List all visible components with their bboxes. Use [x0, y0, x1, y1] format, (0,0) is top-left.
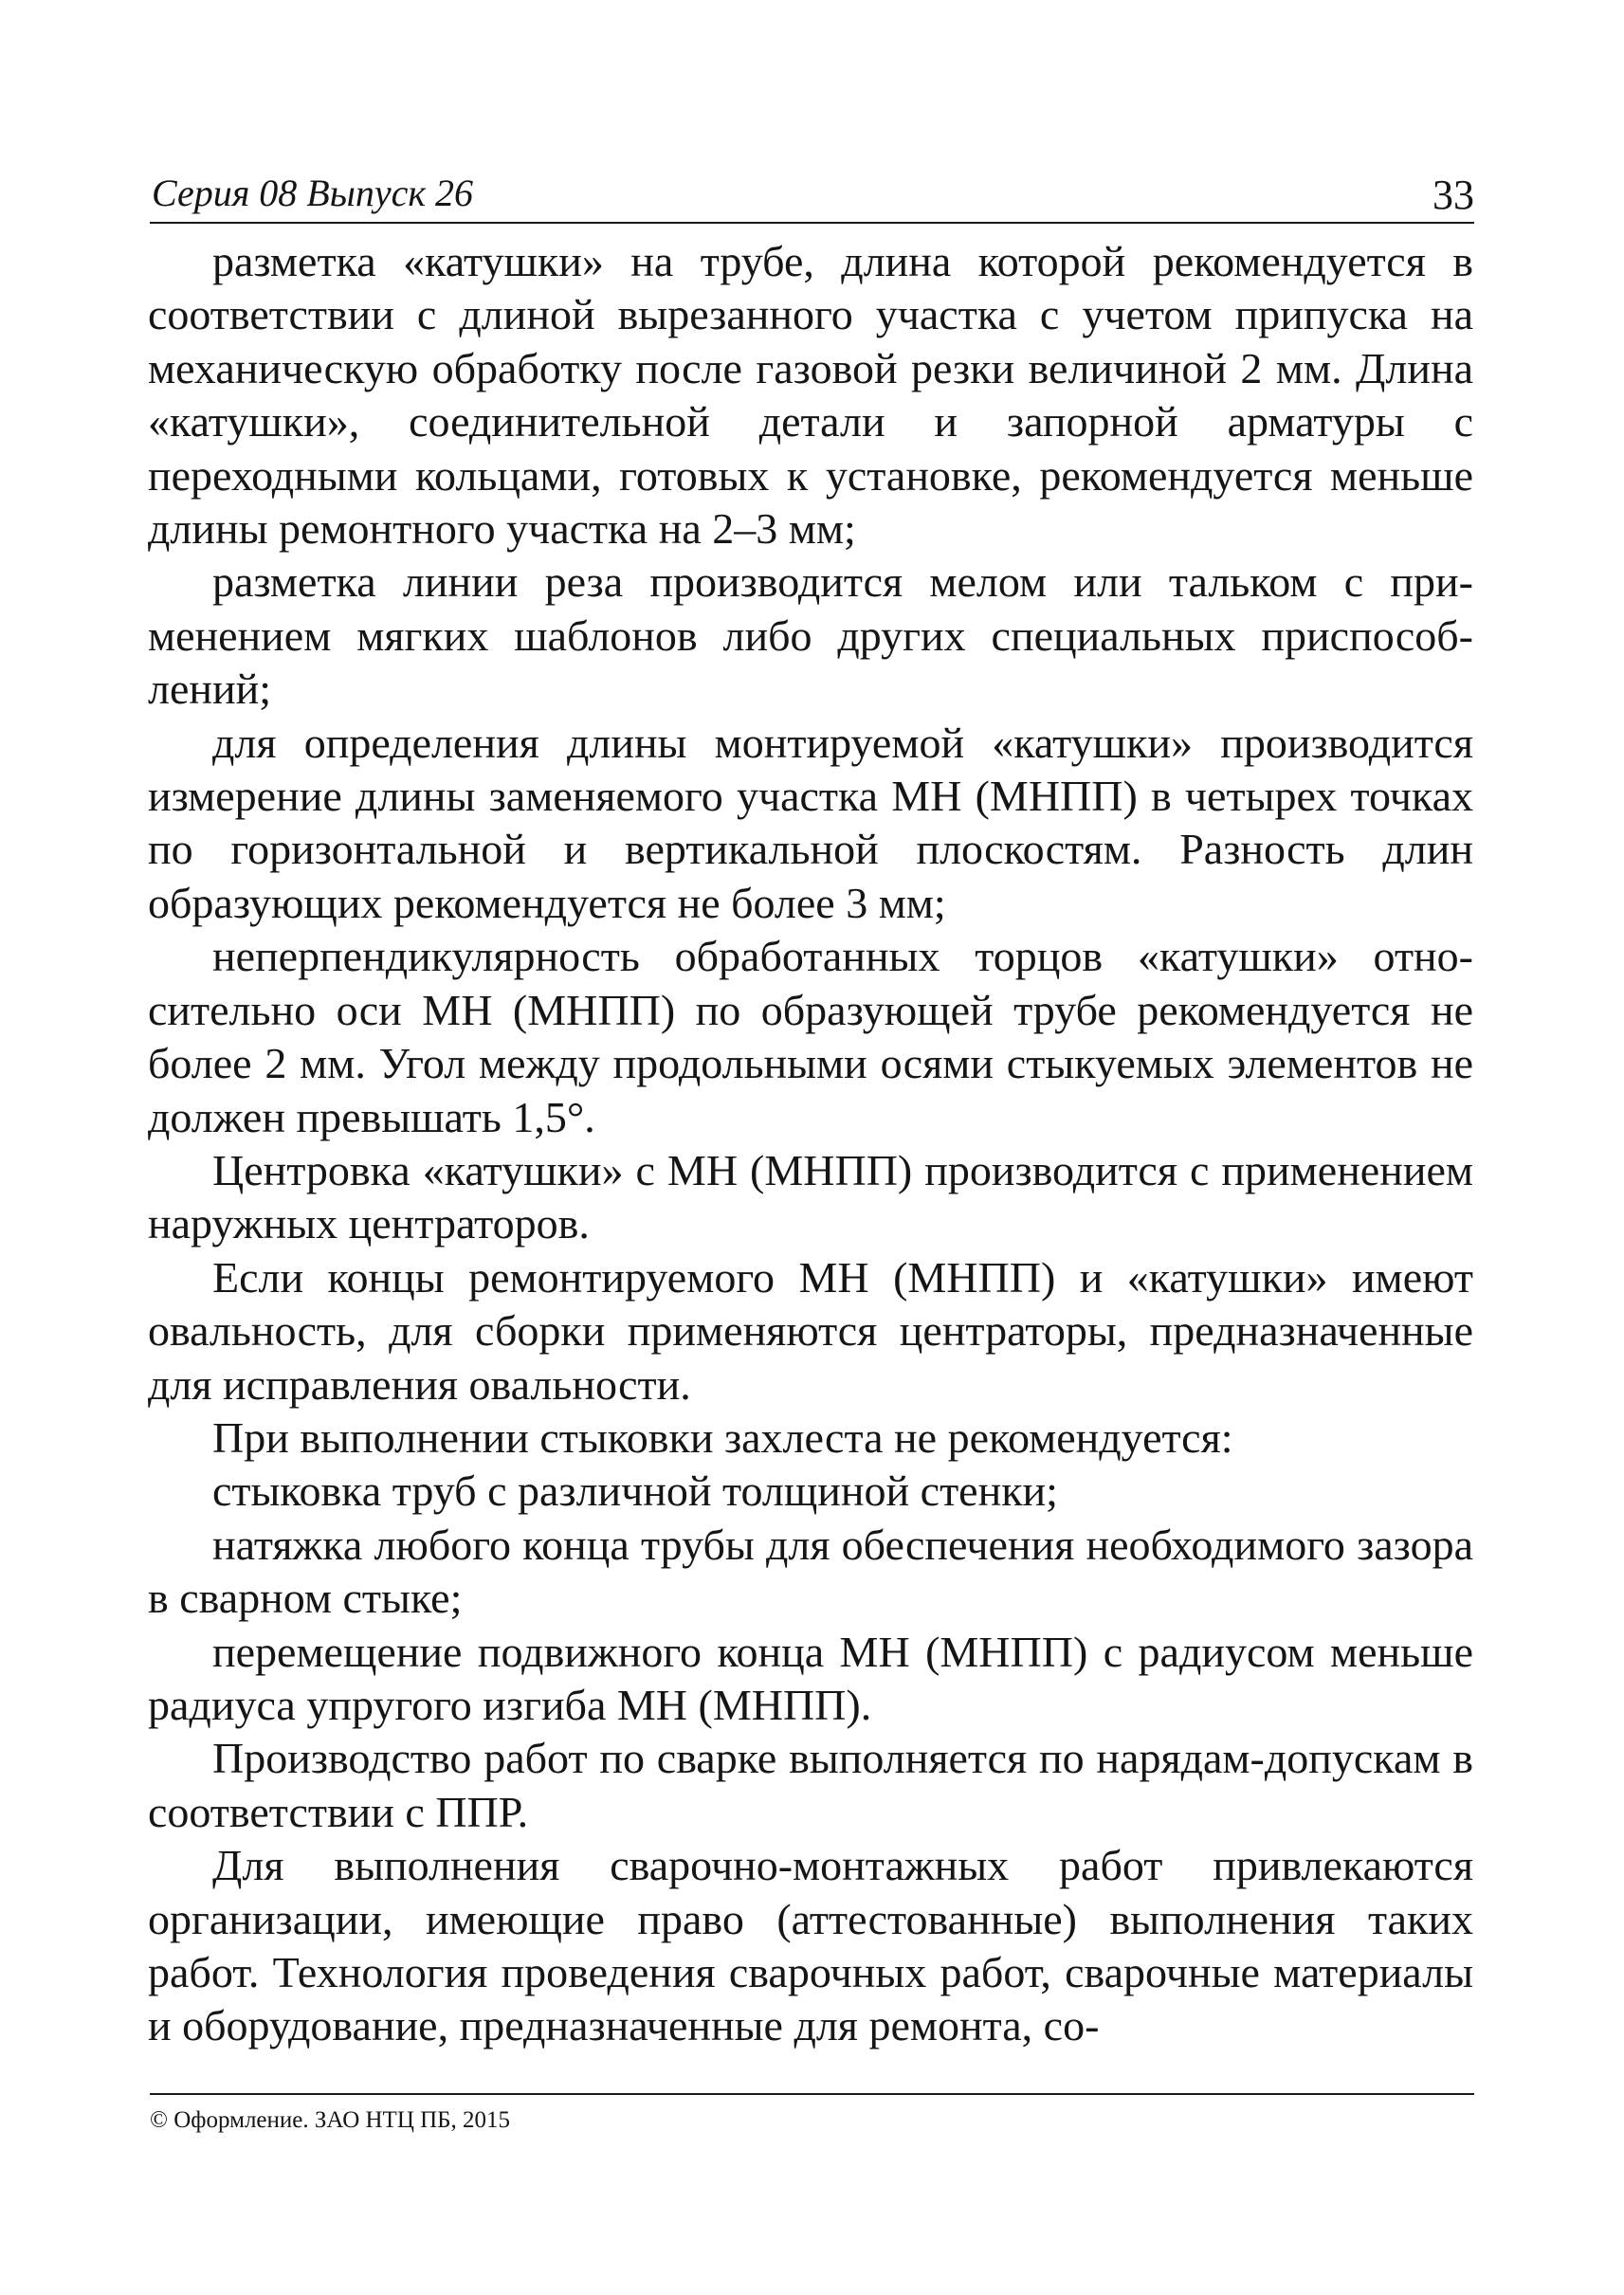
paragraph-wall-thickness: стыковка труб с различной толщиной стенки; — [212, 1466, 1058, 1516]
paragraph-centering: Центровка «катушки» с МН (МНПП) производится с применением наружных центраторов. — [148, 1145, 1473, 1248]
paragraph-cut-line: разметка линии реза производится мелом или тальком с применением мягких шаблонов либо других специальных приспособлений; — [148, 557, 1473, 714]
copyright-note: © Оформление. ЗАО НТЦ ПБ, 2015 — [150, 2107, 511, 2133]
paragraph-not-recommended: При выполнении стыковки захлеста не рекомендуется: — [212, 1412, 1233, 1462]
paragraph-perpendicularity: неперпендикулярность обработанных торцов «катушки» относительно оси МН (МНПП) по образующей трубе рекомендуется не более 2 мм. Угол между продольными осями стыкуемых элементов не должен превышать 1,5°. — [148, 932, 1473, 1141]
paragraph-work-permits: Производство работ по сварке выполняется по нарядам-допускам в соответствии с ППР. — [148, 1734, 1473, 1836]
paragraph-organizations: Для выполнения сварочно-монтажных работ привлекаются организации, имеющие право (аттестованные) выполнения таких работ. Технология проведения сварочных работ, сварочные материалы и оборудование, предназначенные для ремонта, со- — [148, 1841, 1473, 2050]
footer-rule — [150, 2093, 1474, 2095]
paragraph-free-end: перемещение подвижного конца МН (МНПП) с радиусом меньше радиуса упругого изгиба МН (МНПП). — [148, 1627, 1473, 1729]
paragraph-marking-spool: разметка «катушки» на трубе, длина которой рекомендуется в соответствии с длиной вырезанного участка с учетом припуска на механическую обработку после газовой резки величиной 2 мм. Длина «катушки», соединительной детали и запорной арматуры с переходными кольцами, готовых к установке, рекомендуется меньше длины ремонтного участка на 2–3 мм; — [148, 237, 1473, 554]
running-header — [150, 159, 1474, 224]
paragraph-pipe-tension: натяжка любого конца трубы для обеспечения необходимого зазора в сварном стыке; — [148, 1520, 1473, 1623]
paragraph-ovality: Если концы ремонтируемого МН (МНПП) и «катушки» имеют овальность, для сборки применяются центраторы, предназначенные для исправления овальности. — [148, 1252, 1473, 1409]
body-text — [148, 235, 1473, 2053]
paragraph-spool-length: для определения длины монтируемой «катушки» производится измерение длины заменяемого участка МН (МНПП) в четырех точках по горизонтальной и вертикальной плоскостям. Разность длин образующих рекомендуется не более 3 мм; — [148, 718, 1473, 927]
page-number: 33 — [1432, 172, 1474, 218]
series-label: Серия 08 Выпуск 26 — [152, 172, 474, 214]
